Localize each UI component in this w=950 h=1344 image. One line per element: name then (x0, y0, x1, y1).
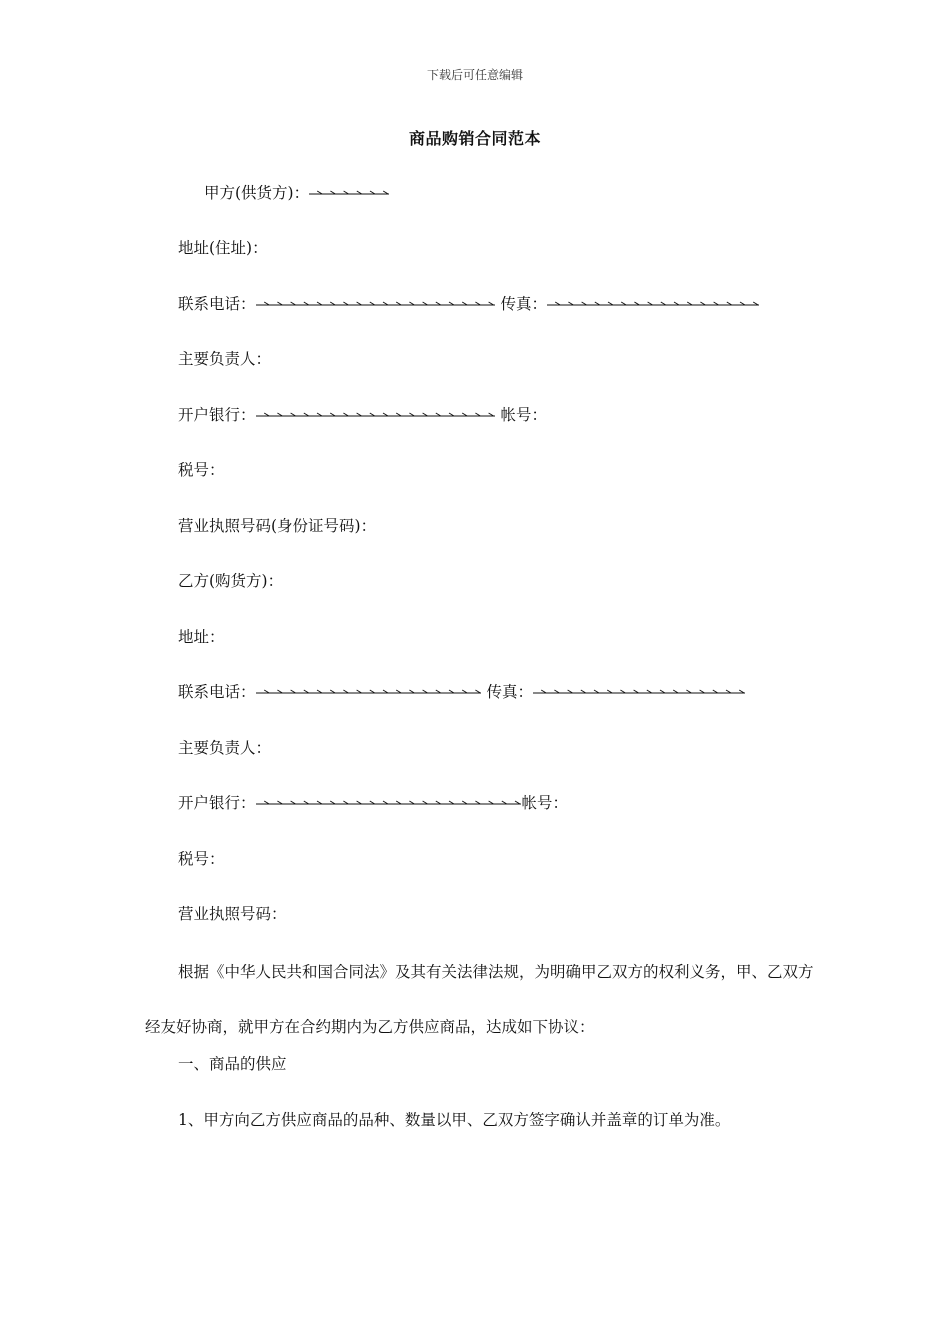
blank-arrows (256, 410, 496, 420)
party-b-address: 地址： (178, 628, 225, 646)
page-header: 下载后可任意编辑 (426, 68, 523, 82)
party-a-bank-line (178, 404, 547, 426)
party-b-fax-label: 传真： (486, 683, 533, 701)
party-b-principal: 主要负责人： (178, 739, 272, 757)
preamble-paragraph: 根据《中华人民共和国合同法》及其有关法律法规，为明确甲乙双方的权利义务，甲、乙双方经友好协商，就甲方在合约期内为乙方供应商品，达成如下协议： (145, 963, 814, 1036)
party-a-tax: 税号： (178, 461, 225, 479)
party-a-phone-label: 联系电话： (178, 295, 256, 313)
blank-arrows (256, 299, 496, 309)
party-a-line (204, 182, 390, 204)
party-a-bank-label: 开户银行： (178, 406, 256, 424)
party-b-label: 乙方(购货方)： (178, 572, 284, 590)
party-a-label: 甲方(供货方)： (204, 184, 310, 202)
party-b-account-label: 帐号： (521, 794, 569, 812)
party-a-account-label: 帐号： (500, 406, 547, 424)
party-a-principal: 主要负责人： (178, 350, 272, 368)
party-b-phone-line (178, 681, 746, 703)
clause-paragraph: 1、甲方向乙方供应商品的品种、数量以甲、乙双方签字确认并盖章的订单为准。 (178, 1111, 731, 1129)
document-title: 商品购销合同范本 (408, 129, 541, 148)
party-a-license: 营业执照号码(身份证号码)： (178, 517, 377, 535)
party-b-bank-line (178, 792, 568, 814)
blank-arrows (256, 687, 482, 697)
section-heading: 一、商品的供应 (178, 1055, 287, 1073)
party-b-bank-label: 开户银行： (178, 794, 256, 812)
blank-arrows (547, 299, 760, 309)
blank-arrows (533, 687, 746, 697)
party-a-phone-line (178, 293, 760, 315)
party-a-fax-label: 传真： (500, 295, 547, 313)
party-b-license: 营业执照号码： (178, 905, 287, 923)
blank-arrows (309, 188, 390, 198)
party-a-address: 地址(住址)： (178, 239, 268, 257)
party-b-tax: 税号： (178, 850, 225, 868)
party-b-phone-label: 联系电话： (178, 683, 256, 701)
blank-arrows (256, 798, 522, 808)
